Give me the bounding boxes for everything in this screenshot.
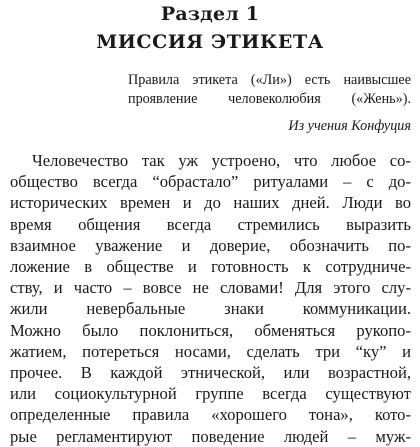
body-line: взаимное уважение и доверие, обозначить по- — [10, 235, 411, 255]
body-line: прочее. В каждой этнической, или возрастной, — [10, 363, 411, 383]
body-line: рые регламентируют поведение людей – муж- — [10, 426, 411, 446]
body-line: ству, и часто – вовсе не словами! Для этого слу- — [10, 278, 411, 298]
epigraph-source: Из учения Конфуция — [288, 118, 411, 134]
epigraph-line: проявление человеколюбия («Жень»). — [128, 91, 411, 107]
body-line: время общения всегда стремились выразить — [10, 214, 411, 234]
body-line: жатием, потереться носами, сделать три “ку” и — [10, 341, 411, 361]
body-line: Человечество так уж устроено, что любое со- — [32, 151, 411, 170]
body-line: исторических времен и до наших дней. Люди во — [10, 193, 411, 213]
body-line: Можно было поклониться, обменяться рукопо- — [10, 320, 411, 340]
epigraph — [128, 71, 411, 109]
body-line: определенные правила «хорошего тона», кото- — [10, 405, 411, 425]
section-label: Раздел 1 — [160, 3, 260, 25]
body-text — [10, 150, 411, 447]
body-line: или социокультурной группе всегда существуют — [10, 384, 411, 404]
chapter-title: МИССИЯ ЭТИКЕТА — [96, 31, 324, 53]
body-line: общество всегда “обрастало” ритуалами – с до- — [10, 172, 411, 192]
epigraph-line: Правила этикета («Ли») есть наивысшее — [128, 72, 411, 88]
body-line: жили невербальные знаки коммуникации. — [10, 299, 411, 319]
body-line: ложение в обществе и готовность к сотрудниче- — [10, 257, 411, 277]
